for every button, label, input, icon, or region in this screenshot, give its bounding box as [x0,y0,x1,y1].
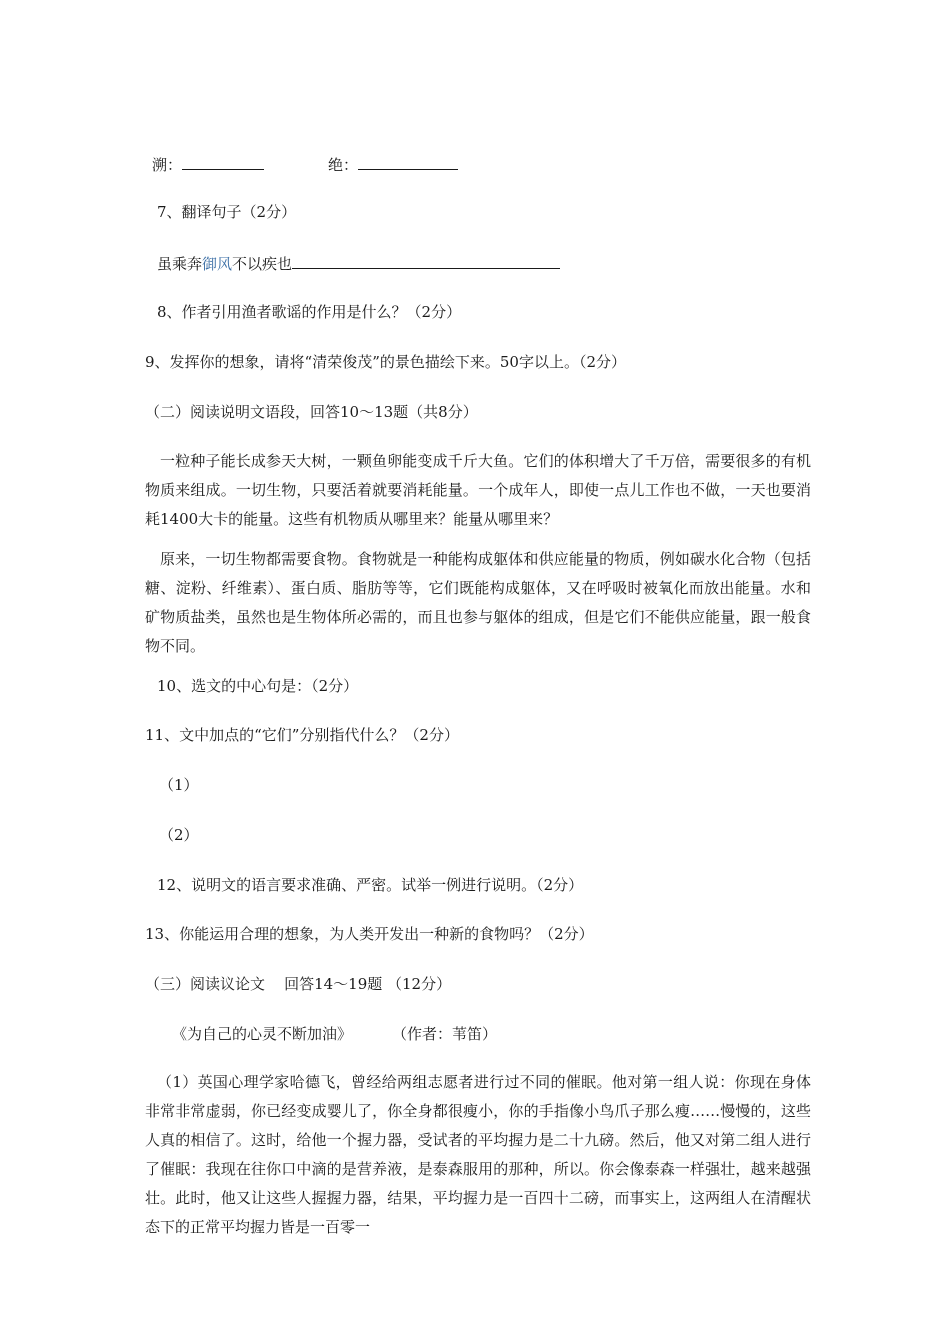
q13-question: 13、你能运用合理的想象，为人类开发出一种新的食物吗？（2分） [145,925,594,943]
q9-question: 9、发挥你的想象，请将“清荣俊茂”的景色描绘下来。50字以上。（2分） [145,353,627,371]
q11-question: 11、文中加点的“它们”分别指代什么？（2分） [145,726,459,744]
q11-answer-1: （1） [159,776,199,794]
q7-sentence [157,252,560,274]
q8-question: 8、作者引用渔者歌谣的作用是什么？（2分） [157,303,462,321]
q12-question: 12、说明文的语言要求准确、严密。试举一例进行说明。（2分） [157,876,584,894]
q10-question: 10、选文的中心句是：（2分） [157,677,359,695]
q6-su-item [152,153,264,175]
q6-jue-item [328,153,458,175]
section2-para2: 原来，一切生物都需要食物。食物就是一种能构成躯体和供应能量的物质，例如碳水化合物（包括糖、淀粉、纤维素）、蛋白质、脂肪等等，它们既能构成躯体，又在呼吸时被氧化而放出能量。水和矿物质盐类，虽然也是生物体所必需的，而且也参与躯体的组成，但是它们不能供应能量，跟一般食物不同。 [145,550,811,655]
section3-heading: （三）阅读议论文 回答14～19题 （12分） [145,975,452,993]
article-author: （作者：苇笛） [392,1025,498,1043]
q11-answer-2: （2） [159,826,199,844]
q7-sentence-prefix: 虽乘奔 [157,255,203,273]
q7-sentence-suffix: 不以疾也 [232,255,293,273]
q7-sentence-link[interactable]: 御风 [202,255,233,273]
q7-answer-blank[interactable] [292,252,560,269]
q6-su-label: 溯： [152,156,183,174]
q7-title: 7、翻译句子（2分） [157,203,297,221]
section3-para1: （1）英国心理学家哈德飞，曾经给两组志愿者进行过不同的催眠。他对第一组人说：你现在身体非常非常虚弱，你已经变成婴儿了，你全身都很瘦小，你的手指像小鸟爪子那么瘦……慢慢的，这些人真的相信了。这时，给他一个握力器，受试者的平均握力是二十九磅。然后，他又对第二组人进行了催眠：我现在往你口中滴的是营养液，是泰森服用的那种，所以。你会像泰森一样强壮，越来越强壮。此时，他又让这些人握握力器，结果，平均握力是一百四十二磅，而事实上，这两组人在清醒状态下的正常平均握力皆是一百零一 [145,1073,811,1236]
article-title: 《为自己的心灵不断加油》 [172,1025,353,1043]
q6-jue-label: 绝： [328,156,359,174]
q6-jue-blank[interactable] [358,153,458,170]
section2-para1: 一粒种子能长成参天大树，一颗鱼卵能变成千斤大鱼。它们的体积增大了千万倍，需要很多的有机物质来组成。一切生物，只要活着就要消耗能量。一个成年人，即使一点儿工作也不做，一天也要消耗1400大卡的能量。这些有机物质从哪里来？能量从哪里来？ [145,452,811,528]
q6-su-blank[interactable] [182,153,264,170]
section2-heading: （二）阅读说明文语段，回答10～13题（共8分） [145,403,478,421]
